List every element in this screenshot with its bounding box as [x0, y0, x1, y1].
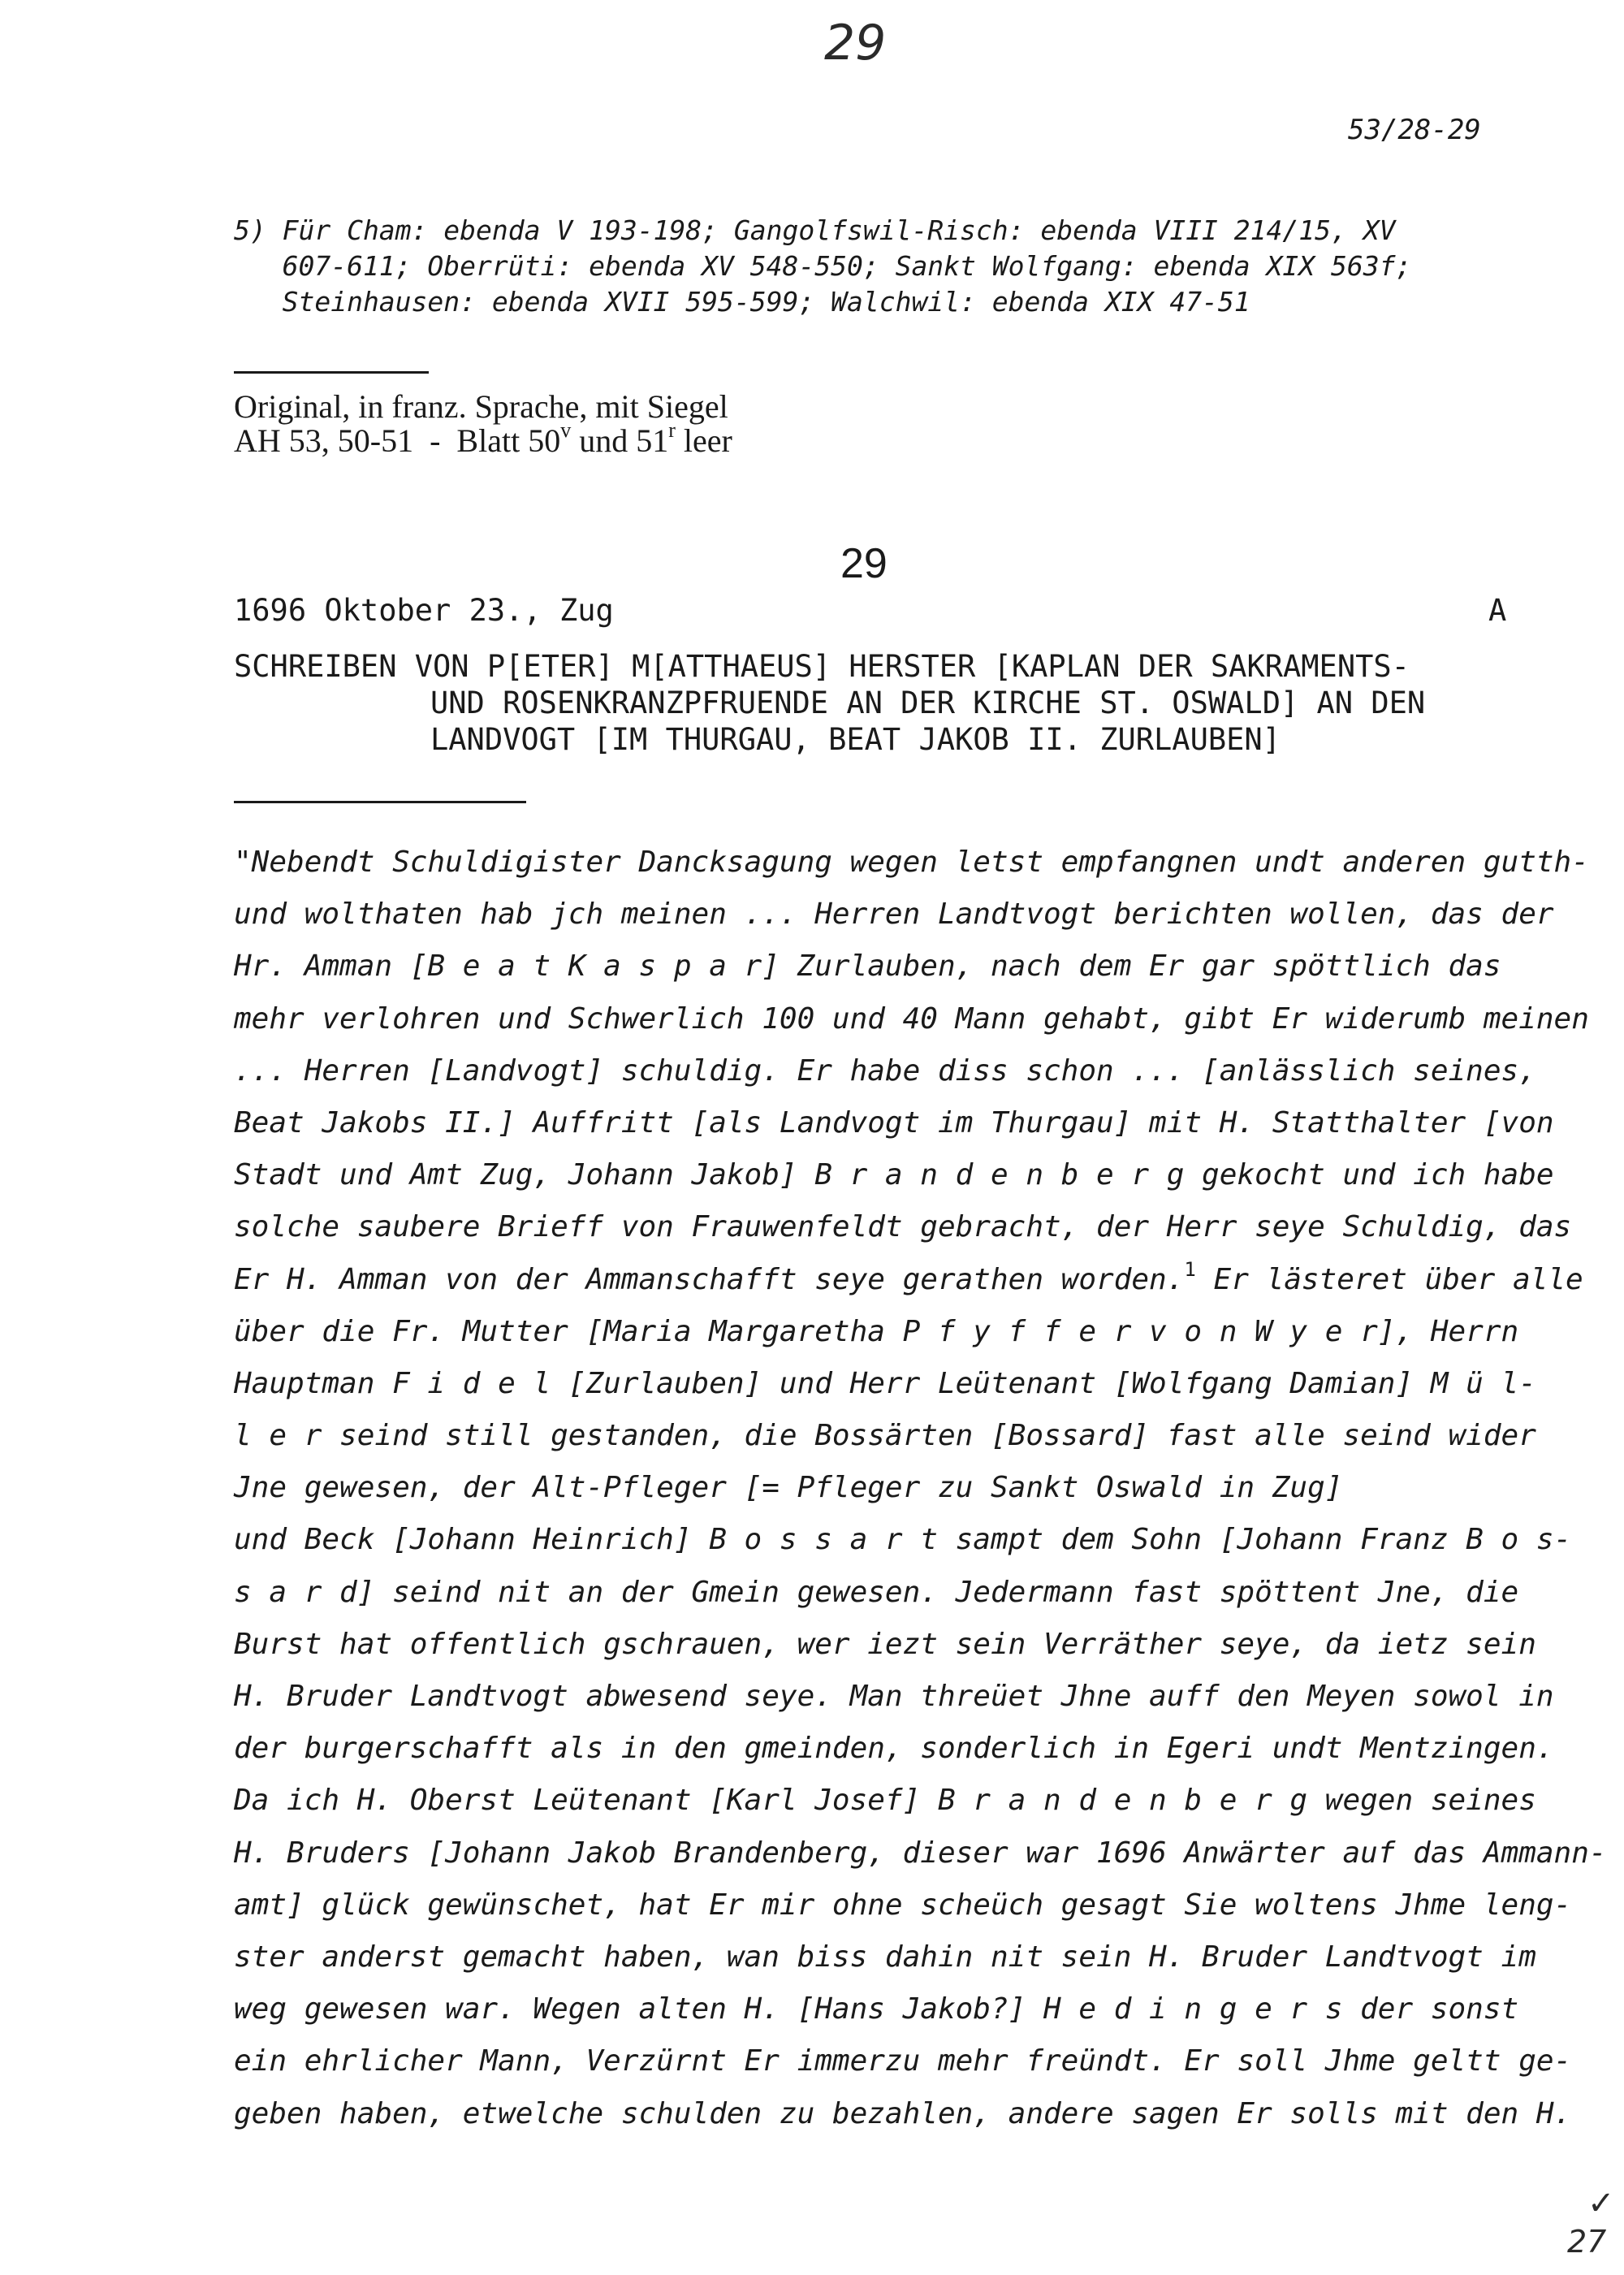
source-archive: AH 53, 50-51 - Blatt 50	[234, 422, 561, 459]
body-line: weg gewesen war. Wegen alten H. [Hans Jakob?] H e d i n g e r s der sonst	[234, 1992, 1519, 2026]
page-reference: 53/28-29	[1348, 114, 1481, 146]
body-line: "Nebendt Schuldigister Dancksagung wegen letst empfangnen undt anderen gutth-	[234, 846, 1589, 879]
body-line: s a r d] seind nit an der Gmein gewesen. Jedermann fast spöttent Jne, die	[234, 1575, 1519, 1609]
document-letter: A	[1488, 593, 1507, 628]
document-heading	[234, 648, 1425, 758]
body-line: l e r seind still gestanden, die Bossärten [Bossard] fast alle seind wider	[234, 1419, 1536, 1453]
footnote-line: 607-611; Oberrüti: ebenda XV 548-550; Sankt Wolfgang: ebenda XIX 563f;	[234, 250, 1412, 282]
source-end: leer	[675, 422, 732, 459]
body-line: Beat Jakobs II.] Auffritt [als Landvogt im Thurgau] mit H. Statthalter [von	[234, 1105, 1554, 1140]
body-line: über die Fr. Mutter [Maria Margaretha P f y f f e r v o n W y e r], Herrn	[234, 1314, 1519, 1348]
body-line: Jne gewesen, der Alt-Pfleger [= Pfleger zu Sankt Oswald in Zug]	[234, 1471, 1343, 1505]
footnote-reference: 1	[1184, 1257, 1196, 1281]
recto-mark: r	[668, 418, 676, 442]
margin-number: 27	[1567, 2224, 1607, 2260]
footnote-line: Steinhausen: ebenda XVII 595-599; Walchwil: ebenda XIX 47-51	[234, 286, 1250, 318]
letter-body	[234, 837, 1607, 2140]
footnote-block	[234, 213, 1411, 320]
body-line: der burgerschafft als in den gmeinden, sonderlich in Egeri undt Mentzingen.	[234, 1732, 1554, 1766]
heading-line: SCHREIBEN VON P[ETER] M[ATTHAEUS] HERSTER [KAPLAN DER SAKRAMENTS-	[234, 649, 1410, 684]
body-line: und Beck [Johann Heinrich] B o s s a r t sampt dem Sohn [Johann Franz B o s-	[234, 1523, 1572, 1557]
source-line-1: Original, in franz. Sprache, mit Siegel	[234, 388, 728, 425]
body-line: ... Herren [Landvogt] schuldig. Er habe diss schon ... [anlässlich seines,	[234, 1053, 1536, 1088]
source-note	[234, 390, 732, 462]
body-line: amt] glück gewünschet, hat Er mir ohne scheüch gesagt Sie woltens Jhme leng-	[234, 1888, 1572, 1922]
handwritten-page-number: 29	[824, 15, 887, 71]
body-line: Hr. Amman [B e a t K a s p a r] Zurlauben, nach dem Er gar spöttlich das	[234, 949, 1501, 984]
body-line-text: Er H. Amman von der Ammanschafft seye gerathen worden.	[234, 1262, 1185, 1296]
document-number: 29	[840, 540, 888, 587]
date-place: 1696 Oktober 23., Zug	[234, 593, 614, 628]
heading-line: LANDVOGT [IM THURGAU, BEAT JAKOB II. ZURLAUBEN]	[430, 722, 1281, 757]
footnote-line: 5) Für Cham: ebenda V 193-198; Gangolfswil-Risch: ebenda VIII 214/15, XV	[234, 214, 1396, 246]
body-line: Burst hat offentlich gschrauen, wer iezt sein Verräther seye, da ietz sein	[234, 1627, 1536, 1661]
body-line: und wolthaten hab jch meinen ... Herren Landtvogt berichten wollen, das der	[234, 897, 1554, 932]
body-line: Stadt und Amt Zug, Johann Jakob] B r a n d e n b e r g gekocht und ich habe	[234, 1158, 1554, 1192]
body-line: mehr verlohren und Schwerlich 100 und 40 Mann gehabt, gibt Er widerumb meinen	[234, 1001, 1589, 1036]
source-line-2	[234, 418, 732, 462]
body-line	[234, 1254, 1583, 1306]
body-line: solche saubere Brieff von Frauwenfeldt gebracht, der Herr seye Schuldig, das	[234, 1210, 1572, 1244]
body-line: ster anderst gemacht haben, wan biss dahin nit sein H. Bruder Landtvogt im	[234, 1940, 1536, 1974]
body-line: Hauptman F i d e l [Zurlauben] und Herr Leütenant [Wolfgang Damian] M ü l-	[234, 1366, 1536, 1400]
heading-line: UND ROSENKRANZPFRUENDE AN DER KIRCHE ST. OSWALD] AN DEN	[430, 686, 1426, 720]
body-line: ein ehrlicher Mann, Verzürnt Er immerzu mehr freündt. Er soll Jhme geltt ge-	[234, 2044, 1572, 2078]
source-mid: und 51	[571, 422, 669, 459]
body-line: geben haben, etwelche schulden zu bezahlen, andere sagen Er solls mit den H.	[234, 2096, 1572, 2130]
body-line-continuation: Er lästeret über alle	[1195, 1262, 1583, 1296]
section-divider	[234, 801, 526, 803]
body-line: H. Bruders [Johann Jakob Brandenberg, dieser war 1696 Anwärter auf das Ammann-	[234, 1836, 1607, 1870]
section-divider	[234, 371, 429, 374]
body-line: Da ich H. Oberst Leütenant [Karl Josef] B r a n d e n b e r g wegen seines	[234, 1784, 1536, 1818]
body-line: H. Bruder Landtvogt abwesend seye. Man threüet Jhne auff den Meyen sowol in	[234, 1680, 1554, 1713]
verso-mark: v	[560, 418, 572, 442]
checkmark-icon: ✓	[1587, 2185, 1615, 2222]
